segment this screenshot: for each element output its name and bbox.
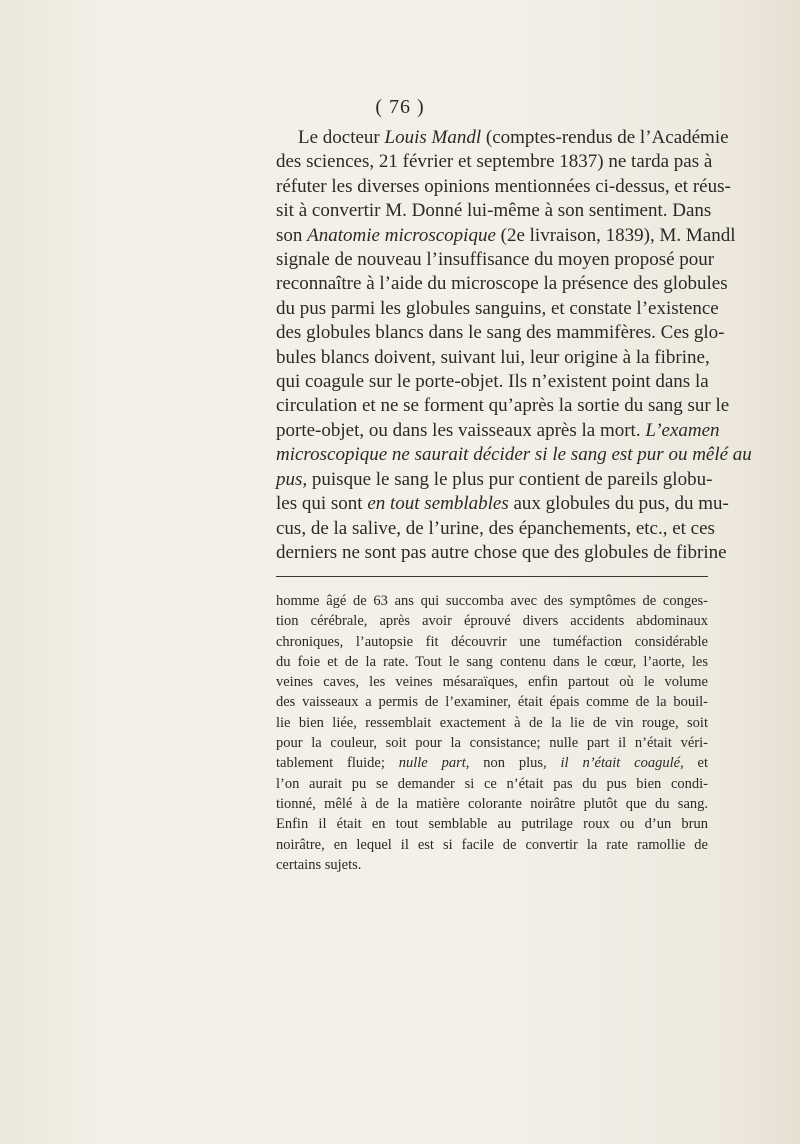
footnote-line: [276, 855, 708, 875]
italic-text-run: nulle part: [398, 755, 466, 772]
footnote-line: [276, 753, 708, 773]
text-run: bules blancs doivent, suivant lui, leur origine à la fibrine,: [276, 346, 710, 368]
footnote-line: [276, 835, 708, 855]
text-run: tablement fluide;: [276, 755, 399, 772]
text-run: veines caves, les veines mésaraïques, enfin partout où le volume: [276, 674, 708, 691]
main-text-line: [276, 492, 729, 516]
main-text-line: [276, 370, 708, 394]
text-run: pour la couleur, soit pour la consistance; nulle part il n’était véri-: [276, 735, 708, 752]
main-text-line: [276, 150, 713, 174]
italic-text-run: Louis Mandl: [384, 127, 482, 148]
text-run: puisque le sang le plus pur contient de pareils globu-: [307, 468, 713, 490]
text-run: tionné, mêlé à de la matière colorante noirâtre plutôt que du sang.: [276, 795, 708, 812]
text-run: réfuter les diverses opinions mentionnées ci-dessus, et réus-: [276, 175, 731, 197]
footnote-line: [276, 652, 708, 672]
text-run: lie bien liée, ressemblait exactement à de la lie de vin rouge, soit: [276, 714, 708, 731]
text-run: tion cérébrale, après avoir éprouvé divers accidents abdominaux: [276, 613, 708, 630]
main-text-line: [276, 541, 727, 565]
text-run: noirâtre, en lequel il est si facile de convertir la rate ramollie de: [276, 836, 708, 853]
main-text-line: [276, 346, 708, 370]
footnote-line: [276, 713, 708, 733]
text-run: , et: [680, 755, 709, 772]
main-text-line: [276, 419, 720, 443]
text-run: (2e livraison, 1839), M. Mandl: [495, 224, 736, 246]
text-run: Le docteur: [298, 127, 385, 148]
text-run: qui coagule sur le porte-objet. Ils n’existent point dans la: [276, 371, 709, 393]
main-text-line: [276, 272, 728, 296]
footnote-line: [276, 814, 708, 834]
text-run: (comptes-rendus de l’Académie: [481, 127, 729, 148]
main-text-line: [276, 321, 725, 345]
main-text-line: [276, 297, 719, 321]
text-run: cus, de la salive, de l’urine, des épanchements, etc., et ces: [276, 517, 715, 539]
text-run: signale de nouveau l’insuffisance du moyen proposé pour: [276, 249, 715, 271]
text-run: aux globules du pus, du mu-: [508, 493, 729, 515]
text-run: du foie et de la rate. Tout le sang contenu dans le cœur, l’aorte, les: [276, 653, 708, 670]
main-text-line: [276, 175, 731, 199]
italic-text-run: Anatomie microscopique: [307, 224, 496, 246]
main-text-line: [276, 517, 715, 541]
text-run: certains sujets.: [276, 856, 362, 873]
footnote-line: [276, 632, 708, 652]
text-run: des globules blancs dans le sang des mammifères. Ces glo-: [276, 322, 725, 344]
italic-text-run: pus,: [276, 468, 308, 490]
text-run: l’on aurait pu se demander si ce n’était pas du pus bien condi-: [276, 775, 708, 792]
text-run: derniers ne sont pas autre chose que des globules de fibrine: [276, 541, 727, 563]
text-run: des vaisseaux a permis de l’examiner, était épais comme de la bouil-: [276, 694, 708, 711]
text-run: Enfin il était en tout semblable au putrilage roux ou d’un brun: [276, 816, 708, 833]
text-run: , non plus,: [465, 755, 561, 772]
main-text-line: [276, 443, 752, 467]
footnote-line: [276, 672, 708, 692]
italic-text-run: en tout semblables: [367, 493, 509, 515]
footnote-block: [276, 591, 708, 875]
text-run: les qui sont: [276, 493, 368, 515]
main-text-line: [276, 394, 730, 418]
text-run: son: [276, 224, 308, 246]
text-run: homme âgé de 63 ans qui succomba avec des symptômes de conges-: [276, 593, 708, 609]
page-number: ( 76 ): [375, 96, 425, 118]
footnote-separator-rule: [276, 576, 708, 577]
text-run: circulation et ne se forment qu’après la sortie du sang sur le: [276, 395, 730, 417]
footnote-line: [276, 692, 708, 712]
italic-text-run: il n’était coagulé: [560, 755, 681, 772]
footnote-line: [276, 774, 708, 794]
footnote-line: [276, 611, 708, 631]
text-run: chroniques, l’autopsie fit découvrir une tuméfaction considérable: [276, 633, 708, 650]
footnote-line: [276, 794, 708, 814]
italic-text-run: microscopique ne saurait décider si le sang est pur ou mêlé au: [276, 444, 752, 466]
text-run: du pus parmi les globules sanguins, et constate l’existence: [276, 297, 719, 319]
italic-text-run: L’examen: [645, 419, 720, 441]
main-text-line: [276, 199, 712, 223]
text-run: sit à convertir M. Donné lui-même à son sentiment. Dans: [276, 200, 712, 222]
text-run: porte-objet, ou dans les vaisseaux après la mort.: [276, 419, 646, 441]
main-text-block: [276, 126, 752, 565]
text-run: reconnaître à l’aide du microscope la présence des globules: [276, 273, 728, 295]
footnote-line: [276, 591, 708, 611]
main-text-line: [276, 126, 729, 150]
text-run: des sciences, 21 février et septembre 1837) ne tarda pas à: [276, 151, 713, 173]
main-text-line: [276, 468, 713, 492]
main-text-line: [276, 224, 736, 248]
footnote-line: [276, 733, 708, 753]
main-text-line: [276, 248, 715, 272]
